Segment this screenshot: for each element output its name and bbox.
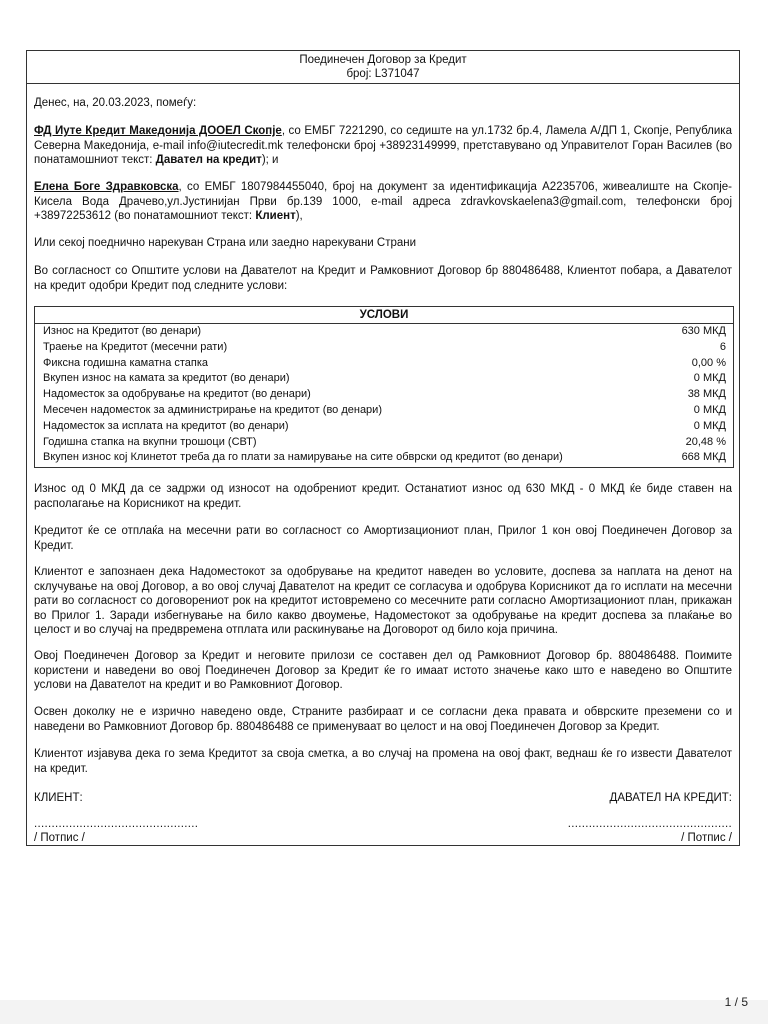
condition-label: Годишна стапка на вкупни трошоци (СВТ) [43, 435, 257, 448]
condition-row [35, 403, 733, 419]
intro-line: Денес, на, 20.03.2023, помеѓу: [34, 97, 197, 109]
declaration-paragraph: Клиентот изјавува дека го зема Кредитот за своја сметка, а во случај на промена на овој факт, веднаш ќе го извести Давателот на кредит. [34, 748, 732, 775]
condition-value: 0 МКД [693, 419, 726, 432]
signature-captions [34, 831, 732, 846]
document-title: Поединечен Договор за Кредит [299, 54, 467, 66]
client-signature-line: ............................................... [34, 818, 199, 830]
condition-label: Надоместок за исплата на кредитот (во денари) [43, 419, 289, 432]
condition-row [35, 450, 733, 466]
condition-row [35, 356, 733, 372]
lender-end: ); и [261, 154, 279, 166]
client-details: , со ЕМБГ 1807984455040, број на документ за идентификација A2235706, живеалиште на Скопје-Кисела Вода Драчево,ул.Јустинијан Први бр.139 1000, e-mail адреса zdravkovskaelena3@gmail.com, телефонски број +38972253612 (во понатамошниот текст: [34, 181, 732, 222]
conditions-title: УСЛОВИ [35, 307, 733, 324]
agreement-intro: Во согласност со Општите услови на Давателот на Кредит и Рамковниот Договор бр 880486488, Клиентот побара, а Давателот на кредит одобри Кредит под следните услови: [34, 265, 732, 292]
condition-row [35, 387, 733, 403]
condition-value: 20,48 % [685, 435, 726, 448]
lender-paragraph [34, 124, 732, 168]
signature-lines [34, 817, 732, 832]
lender-role: Давател на кредит [155, 154, 262, 166]
document-number: број: L371047 [346, 68, 420, 80]
condition-label: Траење на Кредитот (месечни рати) [43, 340, 228, 353]
client-signature-caption: / Потпис / [34, 832, 85, 844]
condition-label: Вкупен износ кој Клинетот треба да го плати за намирување на сите обврски од кредитот (во денари) [43, 451, 563, 464]
lender-details: , со ЕМБГ 7221290, со седиште на ул.1732 бр.4, Ламела А/ДП 1, Скопје, Република Северна Македонија, e-mail info@iutecredit.mk телефонски број +38923149999, претставувано од Управителот Горан Василев (во понатамошниот текст: [34, 125, 732, 166]
condition-label: Износ на Кредитот (во денари) [43, 325, 202, 337]
condition-value: 668 МКД [681, 451, 726, 464]
retention-paragraph: Износ од 0 МКД да се задржи од износот на одобрениот кредит. Останатиот износ од 630 МКД - 0 МКД ќе биде ставен на располагање на Корисникот на кредит. [34, 483, 732, 510]
client-signature-label: КЛИЕНТ: [34, 792, 83, 804]
contract-frame [26, 50, 740, 846]
condition-value: 0 МКД [693, 372, 726, 385]
lender-signature-label: ДАВАТЕЛ НА КРЕДИТ: [609, 792, 732, 804]
condition-label: Надоместок за одобрување на кредитот (во денари) [43, 388, 311, 401]
condition-value: 0 МКД [693, 403, 726, 416]
lender-name: ФД Иуте Кредит Македонија ДООЕЛ Скопје [34, 125, 282, 137]
fee-paragraph: Клиентот е запознаен дека Надоместокот за одобрување на кредитот наведен во условите, доспева за наплата на денот на склучување на овој Договор, а во овој случај Давателот на кредит се согласува и одобрува Корисникот да го исплати на месечни рати во согласност со договорениот рок на кредитот истовремено со месечните рати согласно Амортизациониот план, прикажан во Прилог 1. Заради избегнување на било какво двоумење, Надоместокот за одобрување на кредит доспева за плаќање во целост и во случај на предвремена отплата или раскинување на Договорот од било која причина. [34, 566, 732, 636]
lender-signature-caption: / Потпис / [681, 832, 732, 844]
client-end: ), [295, 210, 303, 222]
client-name: Елена Боге Здравковска [34, 181, 179, 193]
condition-value: 6 [719, 340, 726, 353]
condition-row [35, 371, 733, 387]
condition-value: 0,00 % [691, 356, 726, 369]
document-header [27, 51, 739, 84]
condition-row [35, 419, 733, 435]
client-role: Клиент [255, 210, 296, 222]
client-paragraph [34, 180, 732, 224]
signature-labels [34, 791, 732, 806]
page-indicator: 1 / 5 [724, 995, 748, 1009]
lender-signature-line: ............................................... [567, 818, 732, 830]
condition-label: Фиксна годишна каматна стапка [43, 356, 209, 369]
framework-paragraph: Овој Поединечен Договор за Кредит и неговите прилози се составен дел од Рамковниот Договор бр. 880486488. Поимите користени и наведени во овој Поединечен Договор за Кредит ќе го имаат истото значење како што е наведено во Општите услови на Давателот на кредит и во Рамковниот Договор. [34, 650, 732, 691]
condition-row [35, 324, 733, 340]
condition-label: Вкупен износ на камата за кредитот (во денари) [43, 372, 290, 385]
rights-paragraph: Освен доколку не е изрично наведено овде, Страните разбираат и се согласни дека правата и обврските преземени со и наведени во Рамковниот Договор бр. 880486488 се применуваат во целост и на овој Поединечен Договор за Кредит. [34, 706, 732, 733]
condition-value: 38 МКД [687, 388, 726, 401]
parties-note: Или секој поеднично нарекуван Страна или заедно нарекувани Страни [34, 237, 417, 249]
condition-row [35, 340, 733, 356]
condition-value: 630 МКД [681, 325, 726, 337]
condition-label: Месечен надоместок за администрирање на кредитот (во денари) [43, 403, 382, 416]
repayment-paragraph: Кредитот ќе се отплаќа на месечни рати во согласност со Амортизациониот план, Прилог 1 кон овој Поединечен Договор за Кредит. [34, 525, 732, 552]
conditions-table [34, 306, 734, 468]
condition-row [35, 435, 733, 451]
